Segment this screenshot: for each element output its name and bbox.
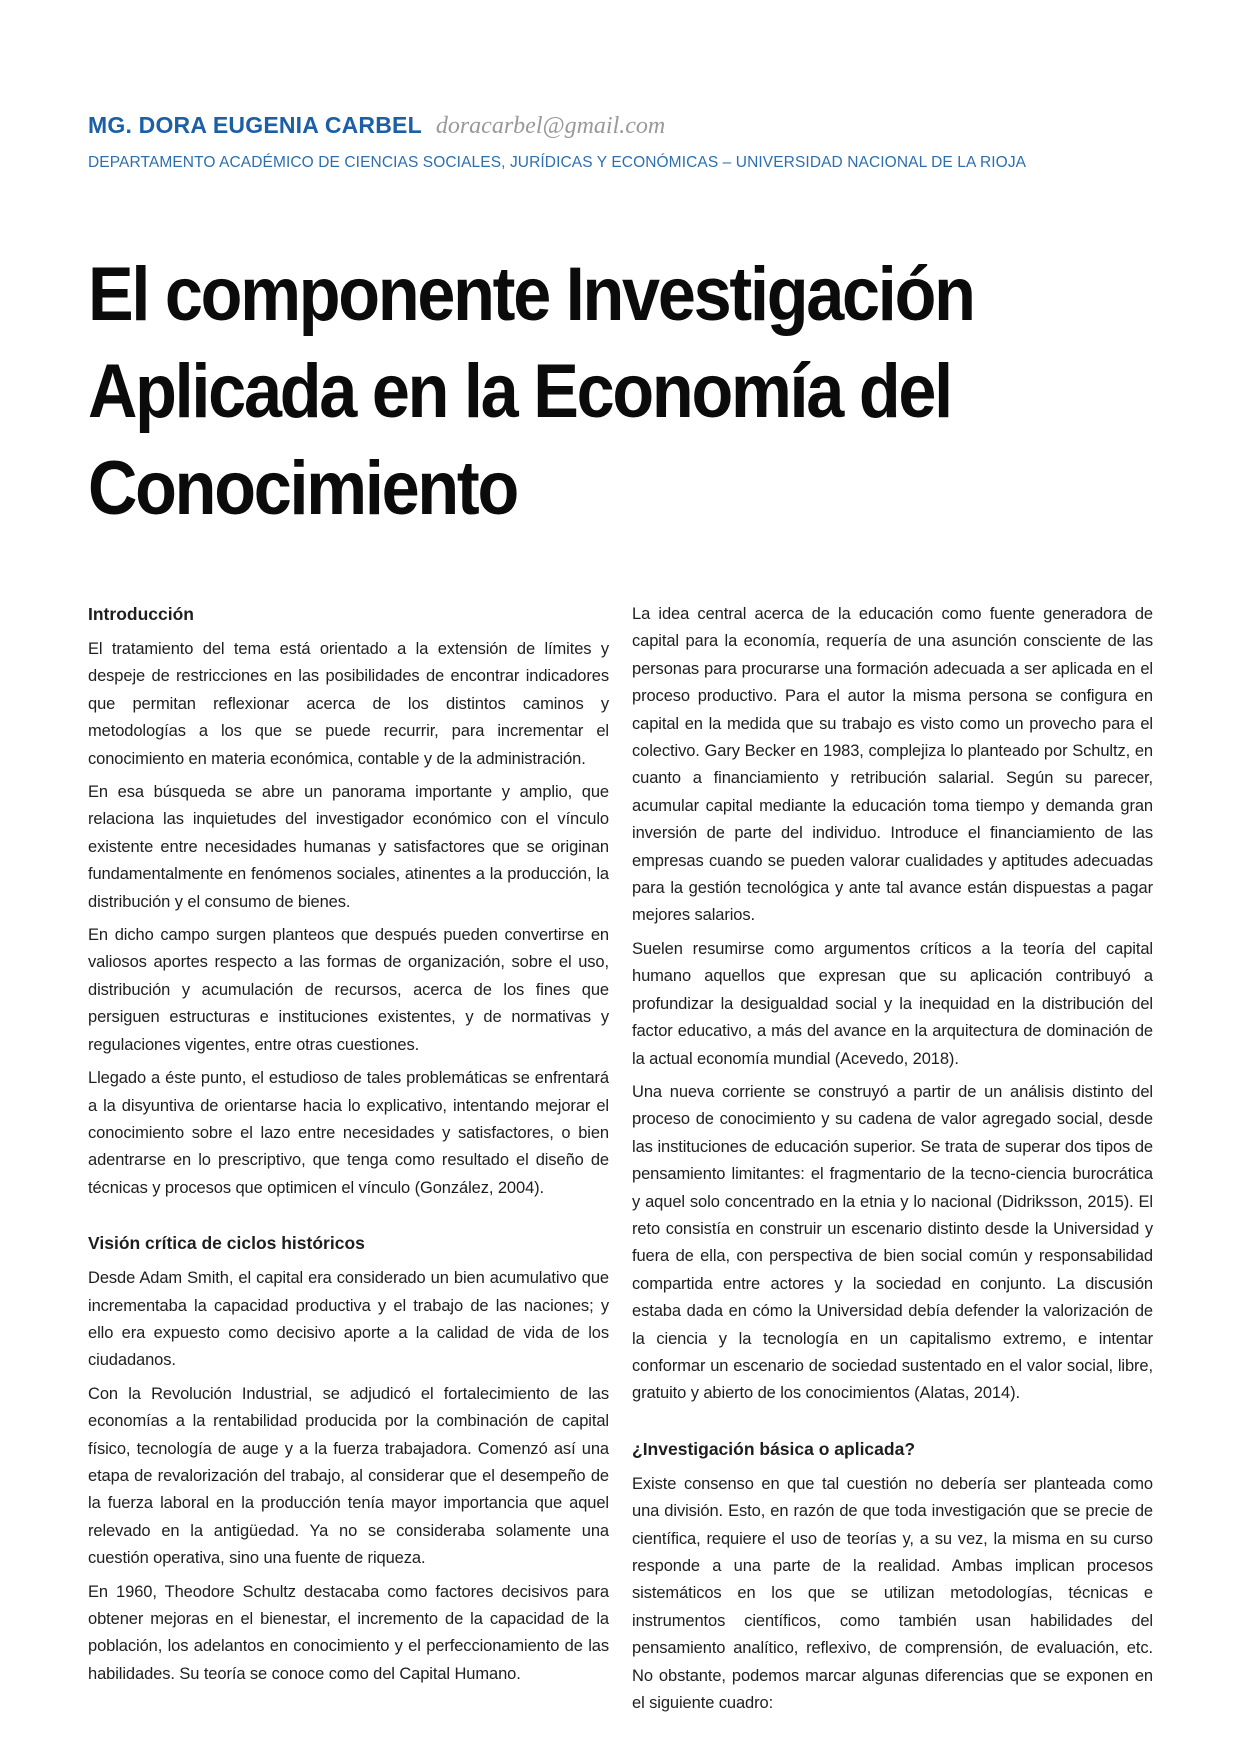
title-line: El componente Investigación bbox=[88, 252, 974, 337]
paragraph: El tratamiento del tema está orientado a la extensión de límites y despeje de restricciones en las posibilidades de encontrar indicadores que permitan reflexionar acerca de los distintos caminos y metodologías a los que se puede recurrir, para incrementar el conocimiento en materia económica, contable y de la administración. bbox=[88, 640, 609, 768]
paragraph: En 1960, Theodore Schultz destacaba como factores decisivos para obtener mejoras en el bienestar, el incremento de la capacidad de la población, los adelantos en conocimiento y el perfeccionamiento de las habilidades. Su teoría se conoce como del Capital Humano. bbox=[88, 1582, 609, 1683]
section-heading-introduccion: Introducción bbox=[88, 604, 194, 624]
left-column bbox=[88, 601, 609, 1723]
paragraph: Con la Revolución Industrial, se adjudicó el fortalecimiento de las economías a la rentabilidad producida por la combinación de capital físico, tecnología de auge y a la fuerza trabajadora. Comenzó así una etapa de revalorización del trabajo, al considerar que el desempeño de la fuerza laboral en la producción tenía mayor importancia que aquel relevado en la antigüedad. Ya no se consideraba solamente una cuestión operativa, sino una fuente de riqueza. bbox=[88, 1384, 609, 1568]
author-name: MG. DORA EUGENIA CARBEL bbox=[88, 112, 422, 138]
title-line: Aplicada en la Economía del bbox=[88, 349, 951, 434]
paragraph: Llegado a éste punto, el estudioso de tales problemáticas se enfrentará a la disyuntiva de orientarse hacia lo explicativo, intentando mejorar el conocimiento sobre el lazo entre necesidades y satisfactores, o bien adentrarse en lo prescriptivo, que tenga como resultado el diseño de técnicas y procesos que optimicen el vínculo (González, 2004). bbox=[88, 1069, 609, 1197]
paragraph: En dicho campo surgen planteos que después pueden convertirse en valiosos aportes respecto a las formas de organización, sobre el uso, distribución y acumulación de recursos, acerca de los fines que persiguen estructuras e instituciones existentes, y de normativas y regulaciones vigentes, entre otras cuestiones. bbox=[88, 926, 609, 1054]
author-email: doracarbel@gmail.com bbox=[435, 113, 666, 139]
section-heading-vision-critica: Visión crítica de ciclos históricos bbox=[88, 1233, 365, 1254]
paragraph: Una nueva corriente se construyó a partir de un análisis distinto del proceso de conocimiento y su cadena de valor agregado social, desde las instituciones de educación superior. Se trata de superar dos tipos de pensamiento limitantes: el fragmentario de la tecno-ciencia burocrática y aquel solo concentrado en la etnia y lo nacional (Didriksson, 2015). El reto consistía en construir un escenario distinto desde la Universidad y fuera de ella, con perspectiva de bien social común y responsabilidad compartida entre actores y la sociedad en conjunto. La discusión estaba dada en cómo la Universidad debía defender la valorización de la ciencia y la tecnología en un capitalismo extremo, e intentar conformar un escenario de sociedad sustentado en el valor social, libre, gratuito y abierto de los conocimientos (Alatas, 2014). bbox=[632, 1082, 1153, 1403]
department-affiliation: DEPARTAMENTO ACADÉMICO DE CIENCIAS SOCIALES, JURÍDICAS Y ECONÓMICAS – UNIVERSIDAD NACIONAL DE LA RIOJA bbox=[88, 154, 1027, 171]
paragraph: En esa búsqueda se abre un panorama importante y amplio, que relaciona las inquietudes del investigador económico con el vínculo existente entre necesidades humanas y satisfactores que se originan fundamentalmente en fenómenos sociales, atinentes a la producción, la distribución y el consumo de bienes. bbox=[88, 783, 609, 911]
article-body bbox=[88, 601, 1153, 1723]
right-column bbox=[632, 601, 1153, 1723]
section-heading-investigacion-basica-o-aplicada: ¿Investigación básica o aplicada? bbox=[632, 1438, 916, 1459]
paragraph: Suelen resumirse como argumentos críticos a la teoría del capital humano aquellos que expresan que su aplicación contribuyó a profundizar la desigualdad social y la inequidad en la distribución del factor educativo, a más del avance en la arquitectura de dominación de la actual economía mundial (Acevedo, 2018). bbox=[632, 939, 1153, 1068]
byline bbox=[88, 112, 1153, 140]
article-title bbox=[88, 246, 1047, 537]
paragraph: Existe consenso en que tal cuestión no debería ser planteada como una división. Esto, en razón de que toda investigación que se precie de científica, requiere el uso de teorías y, a su vez, la misma en su curso responde a una parte de la realidad. Ambas implican procesos sistemáticos en los que se utilizan metodologías, técnicas e instrumentos científicos, como también usan habilidades del pensamiento analítico, reflexivo, de comprensión, de evaluación, etc. No obstante, podemos marcar algunas diferencias que se exponen en el siguiente cuadro: bbox=[632, 1474, 1153, 1713]
paragraph: La idea central acerca de la educación como fuente generadora de capital para la economía, requería de una asunción consciente de las personas para procurarse una formación adecuada a ser aplicada en el proceso productivo. Para el autor la misma persona se configura en capital en la medida que su trabajo es visto como un provecho para el colectivo. Gary Becker en 1983, complejiza lo planteado por Schultz, en cuanto a financiamiento y retribución salarial. Según su parecer, acumular capital mediante la educación toma tiempo y demanda gran inversión de parte del individuo. Introduce el financiamiento de las empresas cuando se pueden valorar cualidades y aptitudes adecuadas para la gestión tecnológica y ante tal avance están dispuestas a pagar mejores salarios. bbox=[632, 605, 1153, 925]
title-line: Conocimiento bbox=[88, 446, 517, 531]
paragraph: Desde Adam Smith, el capital era considerado un bien acumulativo que incrementaba la capacidad productiva y el trabajo de las naciones; y ello era expuesto como decisivo aporte a la calidad de vida de los ciudadanos. bbox=[88, 1269, 609, 1370]
page-header bbox=[88, 112, 1153, 172]
